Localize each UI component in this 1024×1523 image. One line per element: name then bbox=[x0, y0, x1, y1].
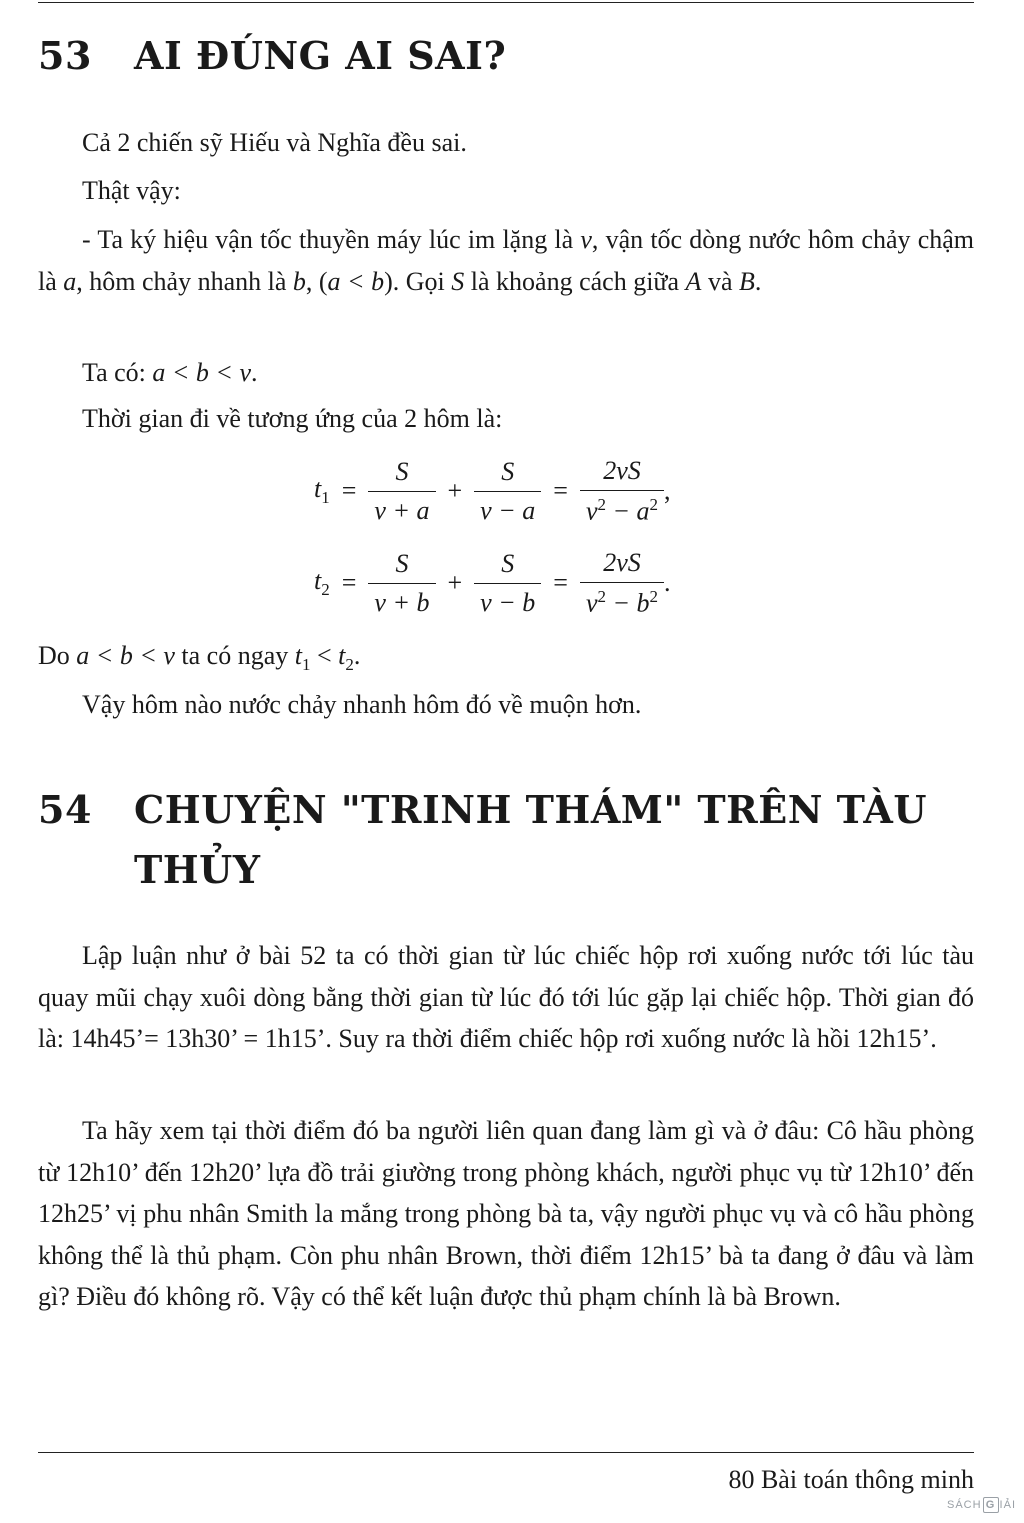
paragraph: - Ta ký hiệu vận tốc thuyền máy lúc im lặng là v, vận tốc dòng nước hôm chảy chậm là a, hôm chảy nhanh là b, (a < b). Gọi S là khoảng cách giữa A và B. bbox=[38, 225, 974, 296]
section-number: 53 bbox=[38, 33, 92, 78]
top-rule bbox=[38, 2, 974, 3]
paragraph: Thật vậy: bbox=[82, 176, 181, 205]
watermark-logo: SÁCH G IẢI bbox=[946, 1499, 1016, 1511]
paragraph: Vậy hôm nào nước chảy nhanh hôm đó về muộn hơn. bbox=[82, 690, 642, 719]
section-53-heading bbox=[38, 26, 994, 86]
equation-t1: $t_1$ = $\frac{S}{v + a}$ + $\frac{S}{v - a}$ = $\frac{2vS}{v^2 - a^2}$ , bbox=[314, 456, 671, 526]
paragraph: Thời gian đi về tương ứng của 2 hôm là: bbox=[82, 404, 503, 433]
paragraph: Do a < b < v ta có ngay $t_1 < t_2$. bbox=[38, 641, 361, 675]
page-footer: 80 Bài toán thông minh bbox=[728, 1465, 974, 1494]
equation-t2: $t_2$ = $\frac{S}{v + b}$ + $\frac{S}{v - b}$ = $\frac{2vS}{v^2 - b^2}$ . bbox=[314, 548, 671, 618]
paragraph: Ta hãy xem tại thời điểm đó ba người liên quan đang làm gì và ở đâu: Cô hầu phòng từ 12h10’ đến 12h20’ lựa đồ trải giường trong phòng khách, người phục vụ từ 12h10’ đến 12h25’ vị phu nhân Smith la mắng trong phòng bà ta, vậy người phục vụ và cô hầu phòng không thể là thủ phạm. Còn phu nhân Brown, thời điểm 12h15’ bà ta đang ở đâu và làm gì? Điều đó không rõ. Vậy có thể kết luận được thủ phạm chính là bà Brown. bbox=[38, 1116, 974, 1311]
section-title: CHUYỆN "TRINH THÁM" TRÊN TÀU THỦY bbox=[134, 787, 927, 892]
section-title: AI ĐÚNG AI SAI? bbox=[134, 33, 507, 78]
section-number: 54 bbox=[38, 787, 92, 832]
paragraph: Lập luận như ở bài 52 ta có thời gian từ lúc chiếc hộp rơi xuống nước tới lúc tàu quay mũi chạy xuôi dòng bằng thời gian từ lúc đó tới lúc gặp lại chiếc hộp. Thời gian đó là: 14h45’= 13h30’ = 1h15’. Suy ra thời điểm chiếc hộp rơi xuống nước là hồi 12h15’. bbox=[38, 941, 974, 1053]
bottom-rule bbox=[38, 1452, 974, 1453]
section-54-heading bbox=[38, 780, 994, 900]
paragraph: Ta có: a < b < v. bbox=[82, 358, 258, 387]
paragraph: Cả 2 chiến sỹ Hiếu và Nghĩa đều sai. bbox=[82, 128, 467, 157]
